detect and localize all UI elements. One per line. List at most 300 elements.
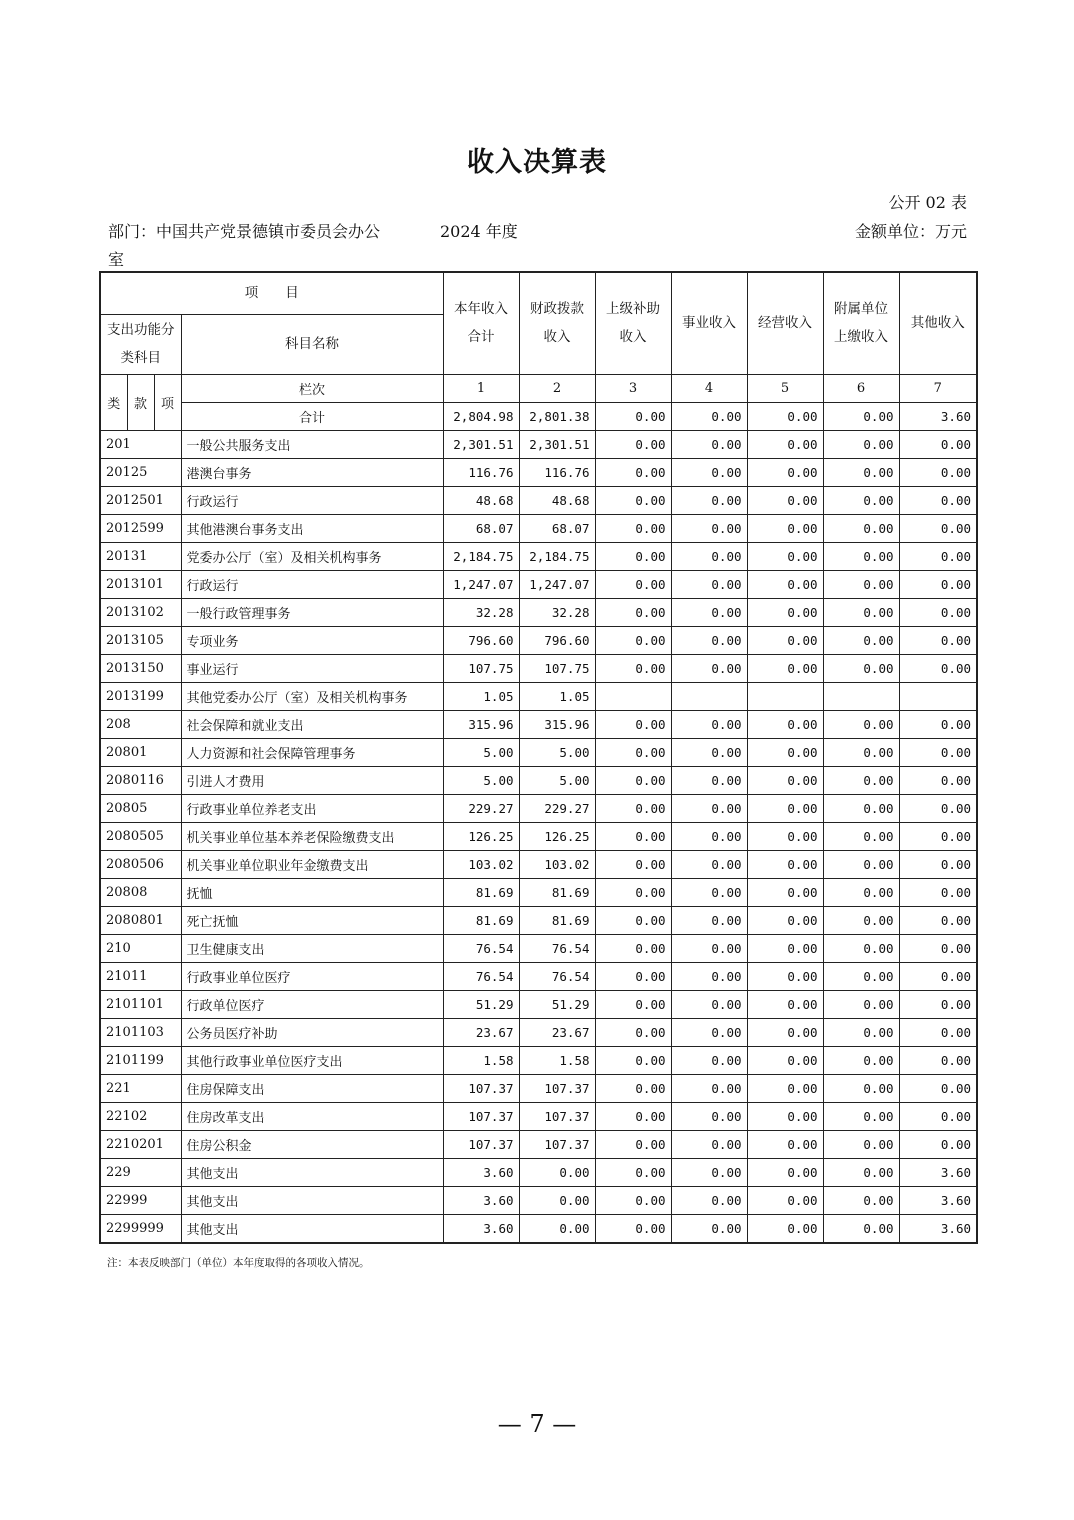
row-value: 5.00 [519,738,595,766]
row-value: 0.00 [671,486,747,514]
col-num: 1 [443,374,519,402]
row-value: 0.00 [899,766,977,794]
row-value: 229.27 [519,794,595,822]
row-value: 0.00 [899,962,977,990]
form-number: 公开 02 表 [888,193,967,212]
row-value: 0.00 [747,430,823,458]
row-value: 0.00 [595,906,671,934]
total-value: 0.00 [595,402,671,430]
row-value: 0.00 [823,822,899,850]
row-subject-name: 住房改革支出 [181,1102,443,1130]
row-value: 3.60 [443,1158,519,1186]
row-value: 0.00 [823,794,899,822]
row-value: 116.76 [519,458,595,486]
row-value: 48.68 [519,486,595,514]
row-value [747,682,823,710]
row-value: 1,247.07 [519,570,595,598]
row-subject-name: 事业运行 [181,654,443,682]
row-subject-name: 人力资源和社会保障管理事务 [181,738,443,766]
row-subject-name: 一般公共服务支出 [181,430,443,458]
row-value: 0.00 [823,458,899,486]
table-row [100,1046,977,1074]
row-value: 0.00 [823,878,899,906]
table-row [100,430,977,458]
row-value: 0.00 [899,794,977,822]
row-value: 3.60 [899,1214,977,1243]
row-value: 0.00 [595,766,671,794]
row-code: 201 [100,430,181,458]
row-value: 0.00 [899,514,977,542]
row-code: 208 [100,710,181,738]
total-label: 合计 [181,402,443,430]
total-value: 0.00 [747,402,823,430]
row-value: 2,184.75 [519,542,595,570]
row-value: 3.60 [899,1186,977,1214]
row-value: 0.00 [747,990,823,1018]
row-value: 0.00 [671,1018,747,1046]
row-value: 0.00 [595,458,671,486]
row-code: 20125 [100,458,181,486]
row-value: 0.00 [899,850,977,878]
row-value: 0.00 [823,1046,899,1074]
row-value: 23.67 [443,1018,519,1046]
header-kuan: 款 [127,374,154,430]
table-row [100,850,977,878]
row-code: 2101199 [100,1046,181,1074]
total-value: 0.00 [823,402,899,430]
row-value: 0.00 [899,1018,977,1046]
header-col-4: 事业收入 [671,272,747,374]
row-value: 5.00 [519,766,595,794]
table-row [100,514,977,542]
table-note: 注：本表反映部门（单位）本年度取得的各项收入情况。 [107,1257,370,1269]
row-code: 229 [100,1158,181,1186]
row-value: 0.00 [671,542,747,570]
row-code: 22102 [100,1102,181,1130]
row-value: 1.58 [443,1046,519,1074]
row-subject-name: 社会保障和就业支出 [181,710,443,738]
row-value: 0.00 [671,570,747,598]
row-value: 0.00 [899,906,977,934]
row-value: 0.00 [899,654,977,682]
row-value: 0.00 [595,738,671,766]
row-value: 76.54 [519,934,595,962]
row-value: 0.00 [747,486,823,514]
table-row [100,598,977,626]
row-value: 0.00 [899,486,977,514]
row-code: 21011 [100,962,181,990]
row-value: 107.37 [519,1102,595,1130]
row-value: 0.00 [899,878,977,906]
table-row [100,542,977,570]
row-subject-name: 其他行政事业单位医疗支出 [181,1046,443,1074]
row-code: 20808 [100,878,181,906]
table-row [100,486,977,514]
row-value: 0.00 [595,514,671,542]
row-value: 0.00 [595,542,671,570]
row-value: 229.27 [443,794,519,822]
row-value: 3.60 [443,1186,519,1214]
row-value: 2,301.51 [443,430,519,458]
row-value: 0.00 [519,1214,595,1243]
table-row [100,1158,977,1186]
row-value: 126.25 [519,822,595,850]
row-value [595,682,671,710]
table-row [100,1102,977,1130]
total-value: 3.60 [899,402,977,430]
department-label: 部门：中国共产党景德镇市委员会办公室 [108,222,381,269]
row-value: 107.37 [519,1130,595,1158]
row-value: 1.05 [443,682,519,710]
row-value: 0.00 [595,1130,671,1158]
row-subject-name: 其他港澳台事务支出 [181,514,443,542]
row-value: 32.28 [443,598,519,626]
page-title: 收入决算表 [467,147,607,178]
row-value: 315.96 [519,710,595,738]
header-col-5: 经营收入 [747,272,823,374]
row-value: 0.00 [595,962,671,990]
header-project: 项 目 [100,272,443,314]
header-col-label: 栏次 [181,374,443,402]
row-code: 2101101 [100,990,181,1018]
row-value: 0.00 [823,626,899,654]
row-value: 48.68 [443,486,519,514]
page-number: — 7 — [497,1410,577,1438]
row-value: 0.00 [747,1158,823,1186]
row-value: 0.00 [899,430,977,458]
row-value: 0.00 [595,1074,671,1102]
col-num: 2 [519,374,595,402]
row-value: 0.00 [899,1130,977,1158]
row-value: 32.28 [519,598,595,626]
row-subject-name: 行政事业单位医疗 [181,962,443,990]
row-value: 76.54 [443,962,519,990]
row-value: 0.00 [671,1074,747,1102]
row-value: 0.00 [747,962,823,990]
income-table [99,271,978,1244]
row-value: 0.00 [747,1186,823,1214]
row-value: 107.75 [519,654,595,682]
header-col-2: 财政拨款收入 [519,272,595,374]
row-value: 0.00 [747,850,823,878]
amount-unit: 金额单位：万元 [854,222,967,241]
row-value [899,682,977,710]
row-value: 0.00 [747,794,823,822]
row-value: 0.00 [671,1186,747,1214]
row-value: 0.00 [519,1158,595,1186]
row-code: 2210201 [100,1130,181,1158]
row-value: 0.00 [747,822,823,850]
header-col-6: 附属单位上缴收入 [823,272,899,374]
header-col-3: 上级补助收入 [595,272,671,374]
row-value: 0.00 [747,878,823,906]
row-value: 0.00 [671,794,747,822]
row-value: 0.00 [747,1130,823,1158]
row-value: 0.00 [671,934,747,962]
row-value: 0.00 [899,1074,977,1102]
row-value: 0.00 [823,710,899,738]
row-value: 0.00 [899,738,977,766]
table-row [100,654,977,682]
col-num: 7 [899,374,977,402]
row-value: 0.00 [595,486,671,514]
row-value: 1.05 [519,682,595,710]
row-value: 0.00 [823,1158,899,1186]
row-code: 2013199 [100,682,181,710]
row-value: 0.00 [823,430,899,458]
row-subject-name: 党委办公厅（室）及相关机构事务 [181,542,443,570]
row-value: 0.00 [899,570,977,598]
row-value: 107.75 [443,654,519,682]
table-row [100,682,977,710]
row-value: 0.00 [823,1214,899,1243]
row-value: 0.00 [595,1214,671,1243]
col-num: 5 [747,374,823,402]
row-subject-name: 其他支出 [181,1214,443,1243]
row-code: 2013150 [100,654,181,682]
row-value: 0.00 [595,878,671,906]
row-value: 0.00 [823,654,899,682]
row-value: 81.69 [519,878,595,906]
row-value: 51.29 [519,990,595,1018]
row-subject-name: 其他党委办公厅（室）及相关机构事务 [181,682,443,710]
row-subject-name: 行政事业单位养老支出 [181,794,443,822]
row-value: 796.60 [519,626,595,654]
row-value: 0.00 [823,486,899,514]
row-value: 0.00 [671,710,747,738]
row-value: 3.60 [899,1158,977,1186]
row-value: 0.00 [899,710,977,738]
row-subject-name: 行政单位医疗 [181,990,443,1018]
row-value: 0.00 [747,626,823,654]
row-value: 3.60 [443,1214,519,1243]
row-value: 0.00 [671,626,747,654]
row-value: 107.37 [443,1074,519,1102]
row-value: 0.00 [899,934,977,962]
header-col-7: 其他收入 [899,272,977,374]
row-value: 0.00 [747,598,823,626]
table-row [100,794,977,822]
row-value: 2,184.75 [443,542,519,570]
table-row [100,710,977,738]
table-row [100,458,977,486]
row-value: 5.00 [443,766,519,794]
row-subject-name: 死亡抚恤 [181,906,443,934]
row-value: 0.00 [823,766,899,794]
row-value: 0.00 [823,962,899,990]
row-value: 0.00 [671,458,747,486]
table-row [100,1186,977,1214]
row-value: 0.00 [671,1214,747,1243]
row-value: 0.00 [747,1074,823,1102]
row-value: 0.00 [823,738,899,766]
row-value: 0.00 [671,654,747,682]
row-value: 0.00 [747,1046,823,1074]
row-subject-name: 住房保障支出 [181,1074,443,1102]
row-subject-name: 卫生健康支出 [181,934,443,962]
row-code: 20805 [100,794,181,822]
row-subject-name: 机关事业单位职业年金缴费支出 [181,850,443,878]
row-subject-name: 其他支出 [181,1158,443,1186]
table-row [100,990,977,1018]
fiscal-year: 2024 年度 [440,222,518,241]
row-value: 1.58 [519,1046,595,1074]
row-code: 2012599 [100,514,181,542]
row-value: 0.00 [595,1046,671,1074]
row-code: 2012501 [100,486,181,514]
row-value: 0.00 [823,850,899,878]
row-value: 0.00 [747,906,823,934]
header-col-1: 本年收入合计 [443,272,519,374]
table-row [100,934,977,962]
row-subject-name: 港澳台事务 [181,458,443,486]
row-value: 107.37 [519,1074,595,1102]
row-value: 0.00 [899,626,977,654]
row-value: 0.00 [823,934,899,962]
row-value: 1,247.07 [443,570,519,598]
row-value: 0.00 [595,598,671,626]
row-value: 0.00 [899,458,977,486]
row-value: 0.00 [747,514,823,542]
row-value: 0.00 [899,1046,977,1074]
table-row [100,906,977,934]
row-value: 0.00 [595,430,671,458]
row-subject-name: 公务员医疗补助 [181,1018,443,1046]
header-subject-name: 科目名称 [181,314,443,374]
row-code: 20131 [100,542,181,570]
header-xiang: 项 [154,374,181,430]
table-row [100,962,977,990]
row-subject-name: 住房公积金 [181,1130,443,1158]
table-row [100,626,977,654]
row-value: 0.00 [747,654,823,682]
row-value: 0.00 [671,850,747,878]
table-row [100,1214,977,1243]
row-code: 2080505 [100,822,181,850]
row-value: 0.00 [671,1102,747,1130]
row-value: 5.00 [443,738,519,766]
row-value: 0.00 [899,542,977,570]
total-value: 2,804.98 [443,402,519,430]
row-value: 68.07 [443,514,519,542]
row-value: 0.00 [595,794,671,822]
row-value: 2,301.51 [519,430,595,458]
row-value: 0.00 [747,458,823,486]
row-value: 0.00 [899,1102,977,1130]
total-value: 0.00 [671,402,747,430]
row-value: 0.00 [671,990,747,1018]
row-subject-name: 专项业务 [181,626,443,654]
total-value: 2,801.38 [519,402,595,430]
row-value: 0.00 [747,738,823,766]
row-value: 0.00 [671,1046,747,1074]
col-num: 4 [671,374,747,402]
row-value: 81.69 [443,906,519,934]
table-row [100,738,977,766]
row-value: 0.00 [823,1102,899,1130]
row-code: 2080116 [100,766,181,794]
row-subject-name: 机关事业单位基本养老保险缴费支出 [181,822,443,850]
table-row [100,1018,977,1046]
row-value: 0.00 [671,738,747,766]
row-value: 0.00 [747,710,823,738]
row-value: 81.69 [519,906,595,934]
row-value: 0.00 [671,906,747,934]
row-value: 0.00 [595,1158,671,1186]
row-value: 0.00 [823,906,899,934]
row-value: 0.00 [595,1186,671,1214]
row-value: 0.00 [671,430,747,458]
row-value: 51.29 [443,990,519,1018]
table-row [100,1130,977,1158]
row-subject-name: 其他支出 [181,1186,443,1214]
row-value: 0.00 [671,1130,747,1158]
row-value: 76.54 [443,934,519,962]
row-code: 2013105 [100,626,181,654]
col-num: 6 [823,374,899,402]
row-value: 0.00 [595,990,671,1018]
row-value: 0.00 [671,1158,747,1186]
row-value: 103.02 [443,850,519,878]
row-value: 76.54 [519,962,595,990]
row-value: 0.00 [747,1018,823,1046]
row-value: 0.00 [747,542,823,570]
row-value: 0.00 [899,598,977,626]
row-value: 0.00 [595,934,671,962]
row-subject-name: 抚恤 [181,878,443,906]
row-value: 0.00 [595,822,671,850]
row-value: 0.00 [671,822,747,850]
row-code: 2013102 [100,598,181,626]
row-value [671,682,747,710]
row-value: 126.25 [443,822,519,850]
row-value: 0.00 [671,878,747,906]
row-code: 22999 [100,1186,181,1214]
row-subject-name: 行政运行 [181,486,443,514]
row-value: 0.00 [823,1074,899,1102]
row-value: 0.00 [823,990,899,1018]
row-value: 0.00 [823,1018,899,1046]
row-value: 0.00 [747,1214,823,1243]
row-value: 0.00 [671,598,747,626]
row-code: 221 [100,1074,181,1102]
row-value: 0.00 [671,962,747,990]
row-value: 0.00 [595,710,671,738]
row-code: 2101103 [100,1018,181,1046]
header-lei: 类 [100,374,127,430]
table-row [100,822,977,850]
row-code: 20801 [100,738,181,766]
row-value: 796.60 [443,626,519,654]
row-value: 0.00 [823,1130,899,1158]
table-row [100,570,977,598]
row-value: 0.00 [823,514,899,542]
row-value: 0.00 [595,850,671,878]
row-value: 23.67 [519,1018,595,1046]
row-subject-name: 行政运行 [181,570,443,598]
row-value: 0.00 [823,598,899,626]
row-subject-name: 一般行政管理事务 [181,598,443,626]
row-value: 68.07 [519,514,595,542]
row-code: 210 [100,934,181,962]
row-value: 315.96 [443,710,519,738]
row-value: 107.37 [443,1102,519,1130]
row-value [823,682,899,710]
row-value: 0.00 [595,570,671,598]
row-value: 0.00 [519,1186,595,1214]
row-value: 116.76 [443,458,519,486]
row-value: 0.00 [595,1018,671,1046]
